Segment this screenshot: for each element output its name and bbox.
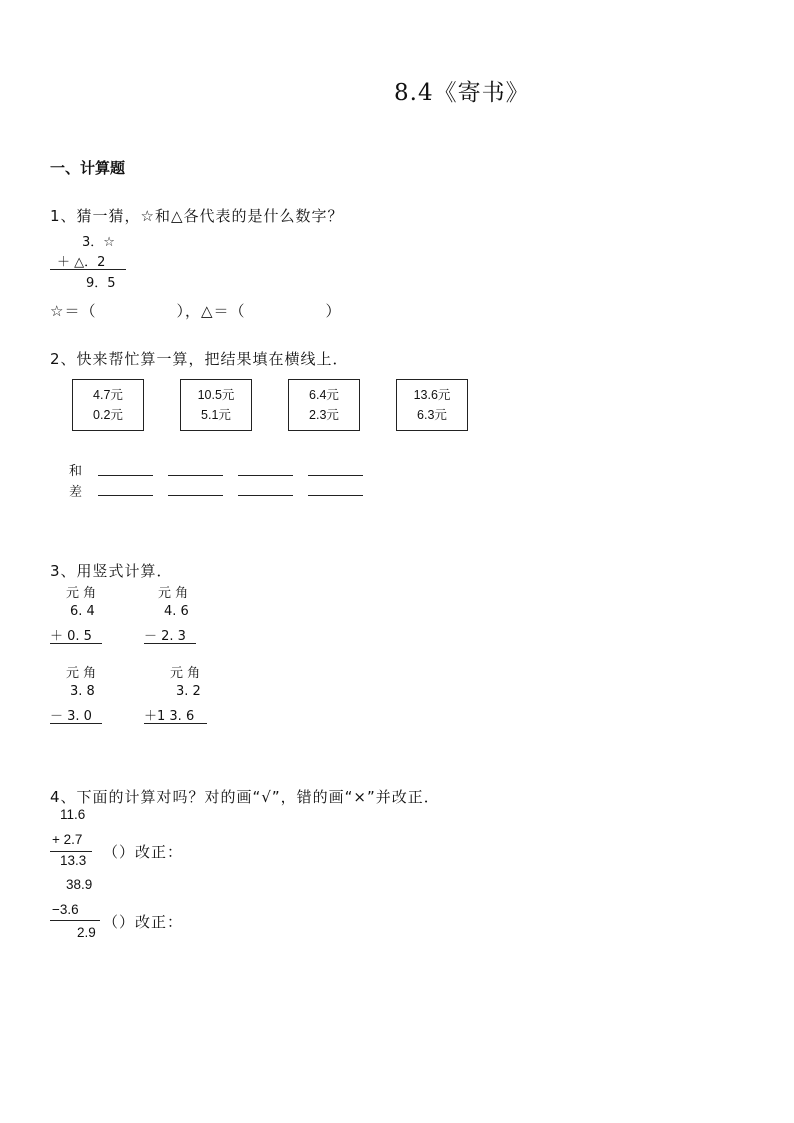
q4-p1-result: 13.3 bbox=[60, 853, 87, 868]
diff-blank-3[interactable] bbox=[238, 495, 293, 496]
q4-p2-tail: （）改正： bbox=[103, 913, 184, 931]
sum-label: 和 bbox=[69, 464, 83, 479]
price-box-4-a: 13.6元 bbox=[413, 388, 451, 402]
q3-p2-line bbox=[144, 643, 196, 644]
price-box-2-a: 10.5元 bbox=[197, 388, 235, 402]
price-box-3 bbox=[288, 379, 360, 431]
price-box-2-b: 5.1元 bbox=[201, 408, 231, 422]
price-box-4 bbox=[396, 379, 468, 431]
q3-p1-line bbox=[50, 643, 102, 644]
price-box-3-a: 6.4元 bbox=[309, 388, 339, 402]
sum-blank-4[interactable] bbox=[308, 475, 363, 476]
price-box-2 bbox=[180, 379, 252, 431]
q1-answer: ☆＝（ ），△＝（ ） bbox=[50, 302, 342, 320]
diff-blank-1[interactable] bbox=[98, 495, 153, 496]
q3-p4-top: 3. 2 bbox=[176, 684, 201, 699]
diff-blank-2[interactable] bbox=[168, 495, 223, 496]
q3-p1-bottom: ＋ 0. 5 bbox=[50, 629, 92, 644]
sum-blank-3[interactable] bbox=[238, 475, 293, 476]
q4-p2-top: 38.9 bbox=[66, 877, 93, 892]
q3-p2-bottom: － 2. 3 bbox=[144, 629, 186, 644]
q3-p3-top: 3. 8 bbox=[70, 684, 95, 699]
q4-p2-mid: −3.6 bbox=[52, 902, 79, 917]
q4-prompt: 4、下面的计算对吗？对的画“√”，错的画“×”并改正． bbox=[50, 788, 440, 806]
q3-p2-top: 4. 6 bbox=[164, 604, 189, 619]
sum-blank-1[interactable] bbox=[98, 475, 153, 476]
price-box-1 bbox=[72, 379, 144, 431]
q1-line3: 9．5 bbox=[86, 276, 116, 291]
q3-p1-header: 元 角 bbox=[66, 586, 97, 601]
price-box-1-b: 0.2元 bbox=[93, 408, 123, 422]
q1-line1: 3．☆ bbox=[82, 235, 115, 250]
price-box-3-b: 2.3元 bbox=[309, 408, 339, 422]
diff-blank-4[interactable] bbox=[308, 495, 363, 496]
q1-sum-line bbox=[50, 269, 126, 270]
q3-p1-top: 6. 4 bbox=[70, 604, 95, 619]
price-box-4-b: 6.3元 bbox=[417, 408, 447, 422]
section-heading: 一、计算题 bbox=[50, 159, 126, 177]
q4-p1-top: 11.6 bbox=[60, 807, 86, 822]
q3-p4-header: 元 角 bbox=[170, 666, 201, 681]
q4-p2-result: 2.9 bbox=[77, 925, 96, 940]
q3-prompt: 3、用竖式计算． bbox=[50, 562, 173, 580]
q4-p1-tail: （）改正： bbox=[103, 843, 184, 861]
diff-label: 差 bbox=[69, 485, 83, 500]
q3-p4-bottom: ＋1 3. 6 bbox=[144, 709, 195, 724]
q4-p1-line bbox=[50, 851, 92, 852]
q1-line2: ＋ △．2 bbox=[57, 255, 106, 270]
price-box-1-a: 4.7元 bbox=[93, 388, 123, 402]
q4-p1-mid: + 2.7 bbox=[52, 832, 83, 847]
q2-prompt: 2、快来帮忙算一算，把结果填在横线上． bbox=[50, 350, 349, 368]
q3-p2-header: 元 角 bbox=[158, 586, 189, 601]
q3-p3-bottom: － 3. 0 bbox=[50, 709, 92, 724]
q3-p3-header: 元 角 bbox=[66, 666, 97, 681]
q3-p3-line bbox=[50, 723, 102, 724]
page-title: 8.4《寄书》 bbox=[394, 80, 530, 106]
q4-p2-line bbox=[50, 920, 100, 921]
q1-prompt: 1、猜一猜，☆和△各代表的是什么数字？ bbox=[50, 207, 344, 225]
q3-p4-line bbox=[144, 723, 207, 724]
sum-blank-2[interactable] bbox=[168, 475, 223, 476]
